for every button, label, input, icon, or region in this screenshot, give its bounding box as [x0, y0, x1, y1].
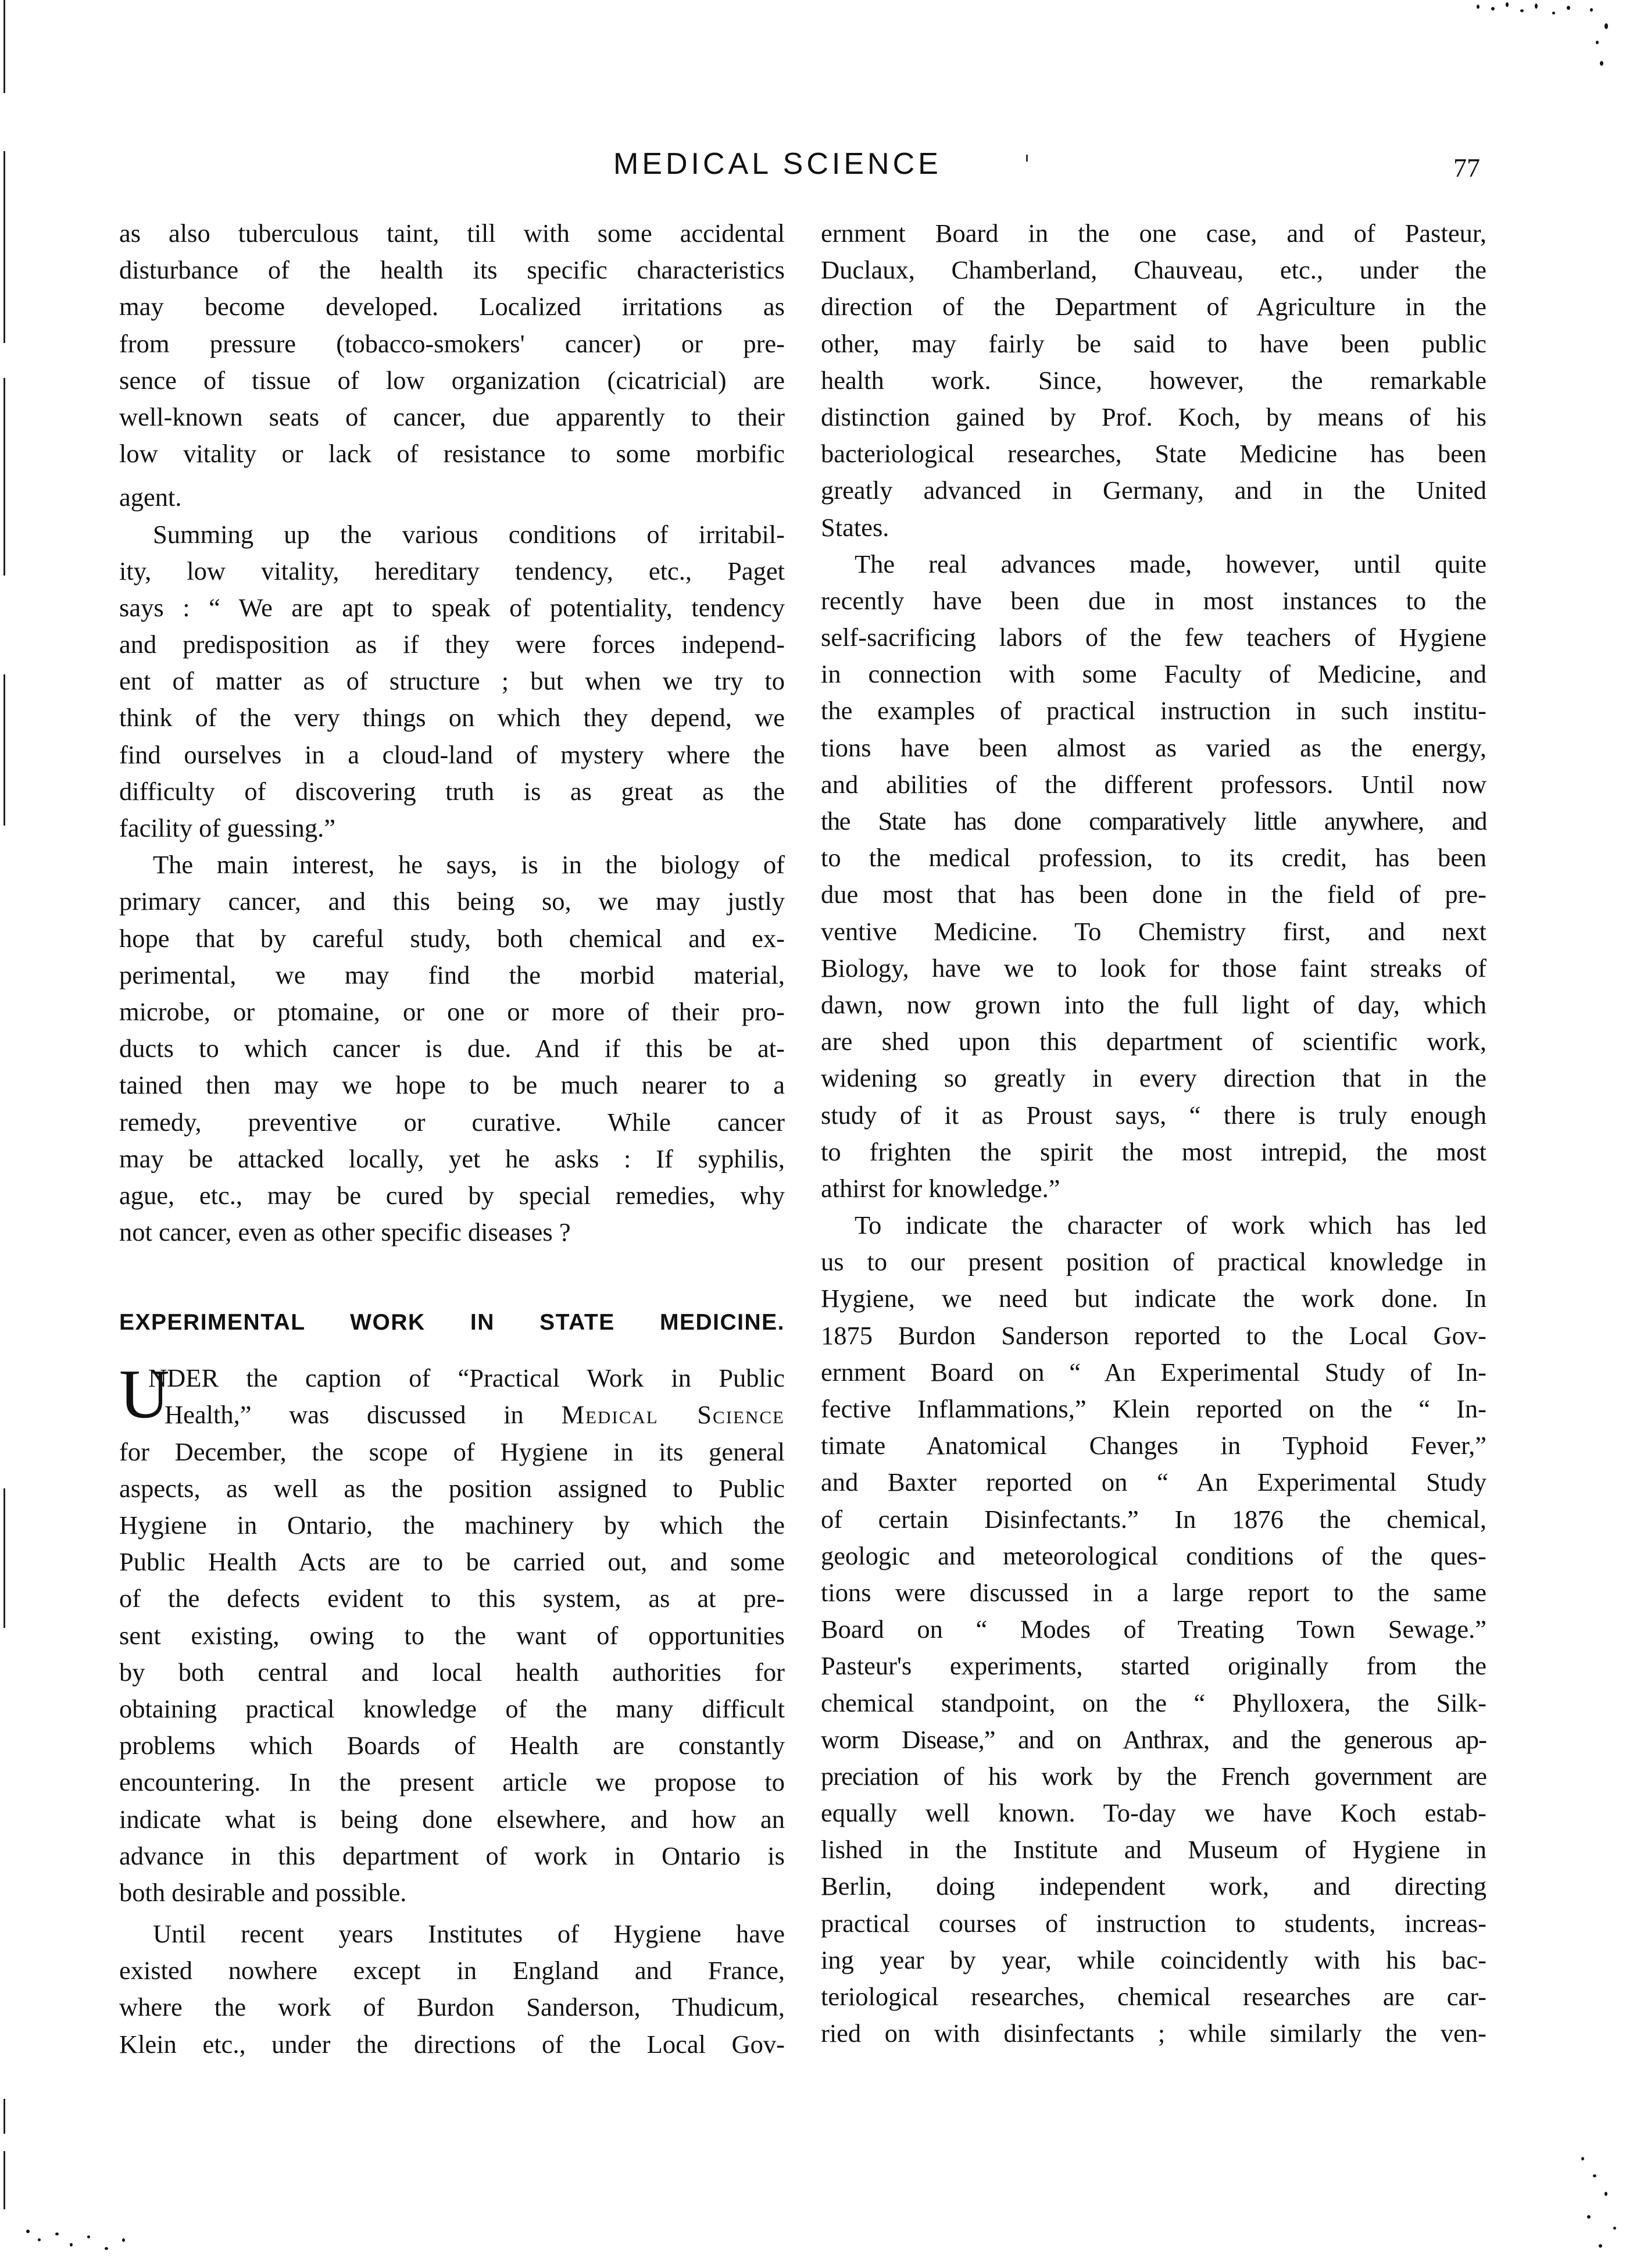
text-line: Berlin, doing independent work, and directing [821, 1871, 1486, 1901]
text-line: The main interest, he says, is in the biology of [153, 850, 785, 880]
text-line: of the defects evident to this system, as at pre- [119, 1584, 785, 1613]
text-line: dawn, now grown into the full light of day, which [821, 990, 1486, 1019]
text-line: 1875 Burdon Sanderson reported to the Local Gov- [821, 1320, 1486, 1350]
text-line: where the work of Burdon Sanderson, Thudicum, [119, 1992, 785, 2022]
text-line: the State has done comparatively little anywhere, and [821, 806, 1486, 835]
text-line: Hygiene in Ontario, the machinery by which the [119, 1510, 785, 1540]
paragraph [119, 1916, 785, 2063]
text-line: are shed upon this department of scientific work, [821, 1027, 1486, 1056]
text-line: the examples of practical instruction in such institu- [821, 696, 1486, 726]
text-line: ernment Board in the one case, and of Pasteur, [821, 219, 1486, 248]
text-line: may become developed. Localized irritations as [119, 292, 785, 322]
text-line: Pasteur's experiments, started originally from the [821, 1651, 1486, 1681]
text-line: of certain Disinfectants.” In 1876 the chemical, [821, 1504, 1486, 1534]
text-line: geologic and meteorological conditions of the ques- [821, 1541, 1486, 1570]
text-line: encountering. In the present article we propose to [119, 1767, 785, 1797]
text-line: by both central and local health authorities for [119, 1657, 785, 1687]
text-line: teriological researches, chemical researches are car- [821, 1982, 1486, 2011]
text-line: Summing up the various conditions of irritabil- [153, 519, 785, 549]
paragraph [119, 215, 785, 516]
text-line: The real advances made, however, until quite [855, 549, 1486, 578]
text-line: study of it as Proust says, “ there is truly enough [821, 1100, 1486, 1130]
text-line: greatly advanced in Germany, and in the United [821, 476, 1486, 505]
text-line: due most that has been done in the field of pre- [821, 880, 1486, 909]
text-line: ing year by year, while coincidently with his bac- [821, 1945, 1486, 1974]
text-line: find ourselves in a cloud-land of mystery where the [119, 740, 785, 769]
text-line: ernment Board on “ An Experimental Study of In- [821, 1357, 1486, 1387]
text-line: tions have been almost as varied as the energy, [821, 733, 1486, 762]
running-title: MEDICAL SCIENCE [613, 147, 942, 181]
text-line: lished in the Institute and Museum of Hygiene in [821, 1835, 1486, 1865]
text-line: sence of tissue of low organization (cicatricial) are [119, 365, 785, 395]
text-line: existed nowhere except in England and France, [119, 1956, 785, 1985]
text-line: bacteriological researches, State Medicine has been [821, 439, 1486, 469]
text-line: States. [821, 512, 889, 542]
text-line: tained then may we hope to be much nearer to a [119, 1070, 785, 1100]
text-line: well-known seats of cancer, due apparently to their [119, 402, 785, 431]
text-line: ducts to which cancer is due. And if this be at- [119, 1034, 785, 1063]
page-number: 77 [1453, 153, 1480, 183]
text-line: may be attacked locally, yet he asks : If syphilis, [119, 1144, 785, 1173]
section-heading: EXPERIMENTAL WORK IN STATE MEDICINE. [119, 1310, 785, 1335]
page-header [0, 147, 1626, 187]
text-line: perimental, we may find the morbid material, [119, 960, 785, 990]
text-line: timate Anatomical Changes in Typhoid Fever,” [821, 1431, 1486, 1460]
paragraph [119, 847, 785, 1251]
text-line: athirst for knowledge.” [821, 1173, 1060, 1203]
text-line: not cancer, even as other specific diseases ? [119, 1217, 571, 1247]
text-line: Board on “ Modes of Treating Town Sewage.” [821, 1615, 1486, 1644]
text-line: from pressure (tobacco-smokers' cancer) or pre- [119, 328, 785, 358]
text-line: tions were discussed in a large report to the same [821, 1577, 1486, 1607]
paragraph [821, 546, 1486, 1207]
text-line: think of the very things on which they depend, we [119, 703, 785, 733]
text-line: in connection with some Faculty of Medicine, and [821, 659, 1486, 689]
text-line: ventive Medicine. To Chemistry first, and next [821, 916, 1486, 946]
text-line [119, 1396, 785, 1433]
text-line: ity, low vitality, hereditary tendency, etc., Paget [119, 556, 785, 585]
text-line: To indicate the character of work which has led [855, 1210, 1486, 1240]
text-line: other, may fairly be said to have been public [821, 328, 1486, 358]
text-line: and abilities of the different professors. Until now [821, 769, 1486, 799]
text-line: equally well known. To-day we have Koch estab- [821, 1798, 1486, 1828]
text-line: primary cancer, and this being so, we may justly [119, 887, 785, 916]
text-line: Public Health Acts are to be carried out, and some [119, 1547, 785, 1577]
text-line: obtaining practical knowledge of the many difficult [119, 1694, 785, 1723]
text-line: agent. [119, 483, 182, 512]
text-line: ried on with disinfectants ; while similarly the ven- [821, 2019, 1486, 2048]
text-line: Duclaux, Chamberland, Chauveau, etc., under the [821, 255, 1486, 285]
text-line: disturbance of the health its specific characteristics [119, 255, 785, 285]
text-line: indicate what is being done elsewhere, and how an [119, 1804, 785, 1834]
scan-margin-line [3, 0, 5, 2268]
journal-title: Medical Science [561, 1400, 785, 1430]
text-line: microbe, or ptomaine, or one or more of their pro- [119, 997, 785, 1026]
text-fragment: Health,” was discussed in [165, 1400, 562, 1430]
text-line: advance in this department of work in Ontario is [119, 1841, 785, 1870]
text-line: distinction gained by Prof. Koch, by means of his [821, 402, 1486, 431]
text-line: to frighten the spirit the most intrepid, the most [821, 1137, 1486, 1166]
text-line: Until recent years Institutes of Hygiene have [153, 1919, 785, 1949]
text-line: recently have been due in most instances to the [821, 585, 1486, 615]
text-line: NDER the caption of “Practical Work in Public [148, 1363, 785, 1393]
paragraph [119, 1355, 785, 1911]
text-line: practical courses of instruction to students, increas- [821, 1908, 1486, 1938]
text-line: preciation of his work by the French government are [821, 1761, 1486, 1791]
text-line: hope that by careful study, both chemical and ex- [119, 923, 785, 953]
left-column [119, 215, 785, 2063]
text-line: and Baxter reported on “ An Experimental Study [821, 1467, 1486, 1497]
text-line: ague, etc., may be cured by special remedies, why [119, 1180, 785, 1210]
text-line: sent existing, owing to the want of opportunities [119, 1620, 785, 1650]
text-line: self-sacrificing labors of the few teachers of Hygiene [821, 623, 1486, 652]
paragraph [821, 215, 1486, 546]
text-line: facility of guessing.” [119, 813, 335, 842]
drop-cap: U [119, 1355, 170, 1433]
text-line: remedy, preventive or curative. While cancer [119, 1107, 785, 1137]
text-line: as also tuberculous taint, till with some accidental [119, 219, 785, 248]
text-line: aspects, as well as the position assigned to Public [119, 1473, 785, 1503]
text-line: Klein etc., under the directions of the Local Gov- [119, 2029, 785, 2059]
paragraph [821, 1207, 1486, 2052]
text-line: and predisposition as if they were forces independ- [119, 630, 785, 659]
text-line: difficulty of discovering truth is as great as the [119, 776, 785, 806]
print-mark [1026, 155, 1028, 162]
paragraph [119, 516, 785, 847]
text-line: Biology, have we to look for those faint streaks of [821, 953, 1486, 983]
text-line: fective Inflammations,” Klein reported on the “ In- [821, 1394, 1486, 1423]
text-line: to the medical profession, to its credit, has been [821, 843, 1486, 873]
text-line: ent of matter as of structure ; but when we try to [119, 666, 785, 696]
text-line: for December, the scope of Hygiene in its general [119, 1437, 785, 1466]
text-line: low vitality or lack of resistance to some morbific [119, 439, 785, 469]
text-line: widening so greatly in every direction that in the [821, 1063, 1486, 1093]
text-line: chemical standpoint, on the “ Phylloxera, the Silk- [821, 1688, 1486, 1717]
text-line: direction of the Department of Agriculture in the [821, 292, 1486, 322]
text-line: us to our present position of practical knowledge in [821, 1247, 1486, 1277]
text-line: problems which Boards of Health are constantly [119, 1731, 785, 1760]
text-line: both desirable and possible. [119, 1877, 407, 1907]
right-column [821, 215, 1486, 2052]
text-line: says : “ We are apt to speak of potentiality, tendency [119, 592, 785, 622]
text-line: health work. Since, however, the remarkable [821, 365, 1486, 395]
text-line: Hygiene, we need but indicate the work done. In [821, 1284, 1486, 1313]
text-line: worm Disease,” and on Anthrax, and the generous ap- [821, 1724, 1486, 1754]
